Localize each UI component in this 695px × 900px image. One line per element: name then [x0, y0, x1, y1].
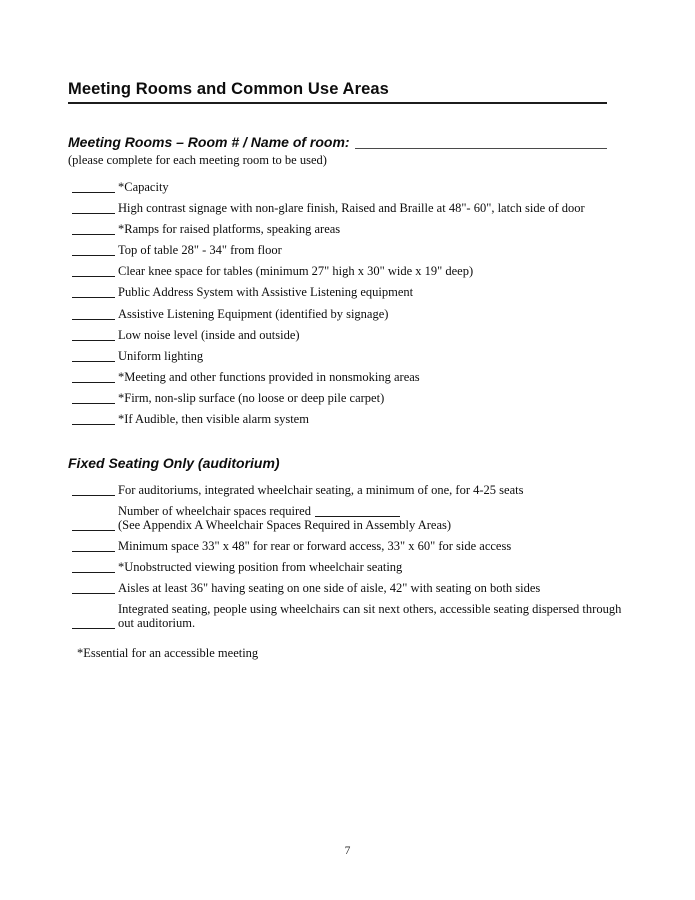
fill-in-blank [72, 570, 115, 573]
checklist-item [68, 392, 607, 406]
checklist-item [68, 582, 607, 596]
checklist-item [68, 505, 607, 532]
checklist-item [68, 350, 607, 364]
fill-in-blank [72, 591, 115, 594]
checklist-item [68, 181, 607, 195]
checklist-item-label: *Ramps for raised platforms, speaking areas [118, 222, 341, 237]
checklist-item-label: Low noise level (inside and outside) [118, 327, 300, 342]
checklist-item-label: Assistive Listening Equipment (identified by signage) [118, 306, 389, 321]
document-page [68, 0, 622, 661]
fill-in-blank [72, 359, 115, 362]
page-number: 7 [344, 845, 351, 857]
checklist-item-label: *Capacity [118, 180, 169, 194]
meeting-rooms-heading [68, 134, 607, 150]
checklist-item-label: Aisles at least 36" having seating on one side of aisle, 42" with seating on both sides [118, 580, 541, 595]
checklist-item-label: High contrast signage with non-glare finish, Raised and Braille at 48"- 60", latch side of door [118, 201, 585, 216]
checklist-item-label: Public Address System with Assistive Listening equipment [118, 285, 414, 300]
fill-in-blank [72, 401, 115, 404]
checklist-item [68, 308, 607, 322]
fixed-seating-heading: Fixed Seating Only (auditorium) [68, 454, 280, 471]
fill-in-blank [72, 190, 115, 193]
checklist-item-label: Clear knee space for tables (minimum 27" high x 30" wide x 19" deep) [118, 264, 474, 279]
fill-in-blank [72, 253, 115, 256]
checklist-item-label: Minimum space 33" x 48" for rear or forward access, 33" x 60" for side access [118, 538, 512, 553]
fill-in-blank [72, 295, 115, 298]
checklist-item [68, 484, 607, 498]
checklist-item [68, 601, 622, 630]
checklist-item [68, 265, 607, 279]
checklist-item-label: *Meeting and other functions provided in nonsmoking areas [118, 369, 420, 384]
meeting-rooms-checklist [68, 181, 607, 427]
instruction-note: (please complete for each meeting room to be used) [68, 153, 327, 167]
checklist-item-label: *Firm, non-slip surface (no loose or deep pile carpet) [118, 390, 385, 405]
checklist-item-label: Number of wheelchair spaces required [118, 503, 311, 518]
checklist-item [68, 223, 607, 237]
checklist-item-label: *If Audible, then visible alarm system [118, 412, 309, 427]
fill-in-blank [72, 528, 115, 531]
fill-in-blank [72, 274, 115, 277]
fill-in-blank [72, 380, 115, 383]
checklist-item-label: out auditorium. [118, 615, 196, 630]
checklist-item [68, 371, 607, 385]
fill-in-blank [72, 211, 115, 214]
checklist-item-label: For auditoriums, integrated wheelchair seating, a minimum of one, for 4-25 seats [118, 482, 524, 497]
fill-in-blank [72, 317, 115, 320]
checklist-item [68, 561, 607, 575]
fill-in-blank [72, 338, 115, 341]
checklist-item-label: Integrated seating, people using wheelchairs can sit next others, accessible seating dispersed through [118, 601, 622, 616]
fill-in-blank [72, 549, 115, 552]
fill-in-blank [72, 626, 115, 629]
essential-footnote: *Essential for an accessible meeting [77, 646, 259, 661]
checklist-item [68, 202, 607, 216]
room-name-blank [355, 148, 607, 149]
checklist-item-label: Uniform lighting [118, 348, 204, 363]
checklist-item [68, 413, 607, 427]
checklist-item-label: Top of table 28" - 34" from floor [118, 243, 282, 258]
checklist-item-label: *Unobstructed viewing position from wheelchair seating [118, 559, 403, 574]
room-name-label: Meeting Rooms – Room # / Name of room: [68, 134, 350, 150]
checklist-item [68, 244, 607, 258]
fill-in-blank [72, 493, 115, 496]
page-title: Meeting Rooms and Common Use Areas [68, 80, 607, 104]
fill-in-blank [315, 514, 400, 517]
fill-in-blank [72, 232, 115, 235]
checklist-item [68, 540, 607, 554]
checklist-item-label: (See Appendix A Wheelchair Spaces Required in Assembly Areas) [118, 517, 452, 532]
checklist-item [68, 286, 607, 300]
fixed-seating-checklist [68, 482, 622, 631]
fill-in-blank [72, 422, 115, 425]
checklist-item [68, 329, 607, 343]
